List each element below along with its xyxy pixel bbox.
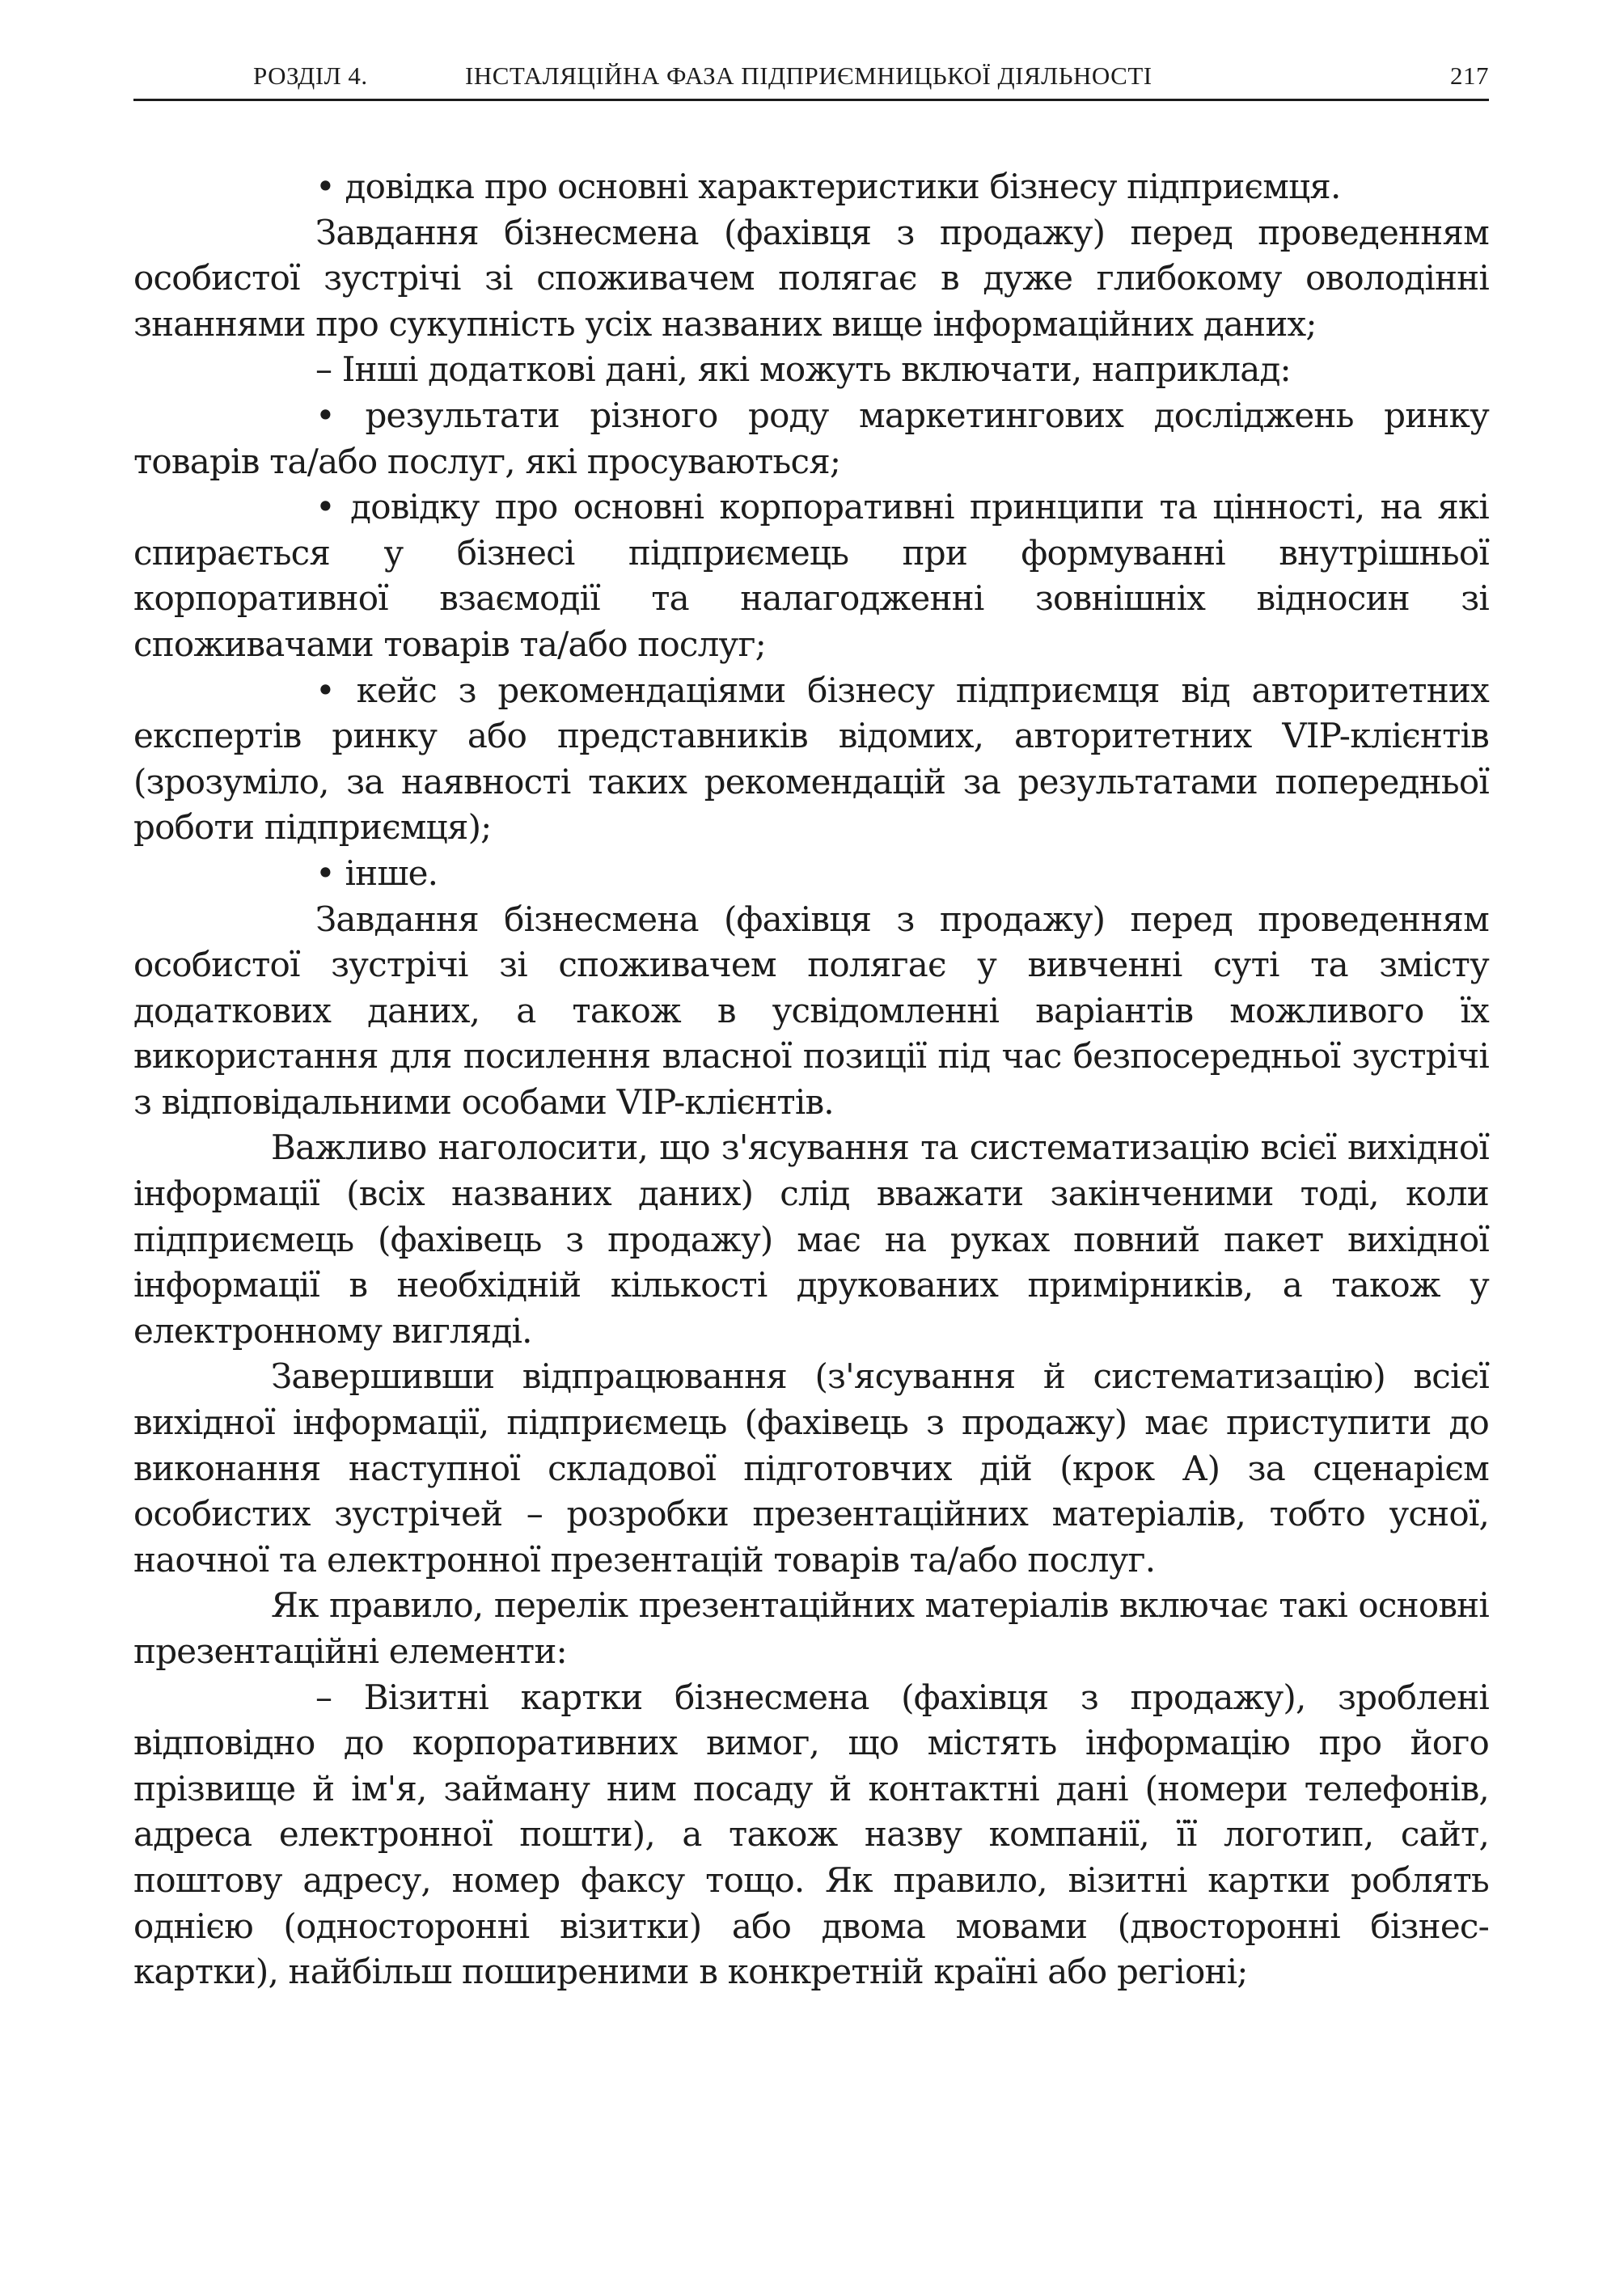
chapter-title: ІНСТАЛЯЦІЙНА ФАЗА ПІДПРИЄМНИЦЬКОЇ ДІЯЛЬНОСТІ [465, 61, 1152, 90]
body-text [133, 164, 1489, 1995]
paragraph: Важливо наголосити, що з'ясування та систематизацію всієї вихідної інформації (всіх названих даних) слід вважати закінченими тоді, коли підприємець (фахівець з продажу) має на руках повний пакет вихідної інформації в необхідній кількості друкованих примірників, а також у електронному вигляді. [133, 1127, 1489, 1351]
paragraph: Як правило, перелік презентаційних матеріалів включає такі основні презентаційні елементи: [133, 1585, 1489, 1671]
running-head [133, 58, 1489, 101]
chapter-label: РОЗДІЛ 4. [253, 61, 368, 90]
paragraph: • кейс з рекомендаціями бізнесу підприємця від авторитетних експертів ринку або представників відомих, авторитетних VIP-клієнтів (зрозуміло, за наявності таких рекомендацій за результатами попередньої роботи підприємця); [133, 670, 1489, 848]
paragraph: – Візитні картки бізнесмена (фахівця з продажу), зроблені відповідно до корпоративних вимог, що містять інформацію про його прізвище й ім'я, займану ним посаду й контактні дані (номери телефонів, адреса електронної пошти), а також назву компанії, її логотип, сайт, поштову адресу, номер факсу тощо. Як правило, візитні картки роблять однією (односторонні візитки) або двома мовами (двосторонні бізнес-картки), найбільш поширеними в конкретній країні або регіоні; [133, 1677, 1489, 1992]
page-number: 217 [1450, 61, 1489, 90]
paragraph: Завдання бізнесмена (фахівця з продажу) перед проведенням особистої зустрічі зі споживачем полягає у вивченні суті та змісту додаткових даних, а також в усвідомленні варіантів можливого їх використання для посилення власної позиції під час безпосередньої зустрічі з відповідальними особами VIP-клієнтів. [133, 899, 1489, 1122]
paragraph: Завершивши відпрацювання (з'ясування й систематизацію) всієї вихідної інформації, підприємець (фахівець з продажу) має приступити до виконання наступної складової підготовчих дій (крок А) за сценарієм особистих зустрічей – розробки презентаційних матеріалів, тобто усної, наочної та електронної презентацій товарів та/або послуг. [133, 1356, 1489, 1580]
paragraph: • довідку про основні корпоративні принципи та цінності, на які спирається у бізнесі підприємець при формуванні внутрішньої корпоративної взаємодії та налагодженні зовнішніх відносин зі споживачами товарів та/або послуг; [133, 487, 1489, 664]
paragraph: Завдання бізнесмена (фахівця з продажу) перед проведенням особистої зустрічі зі споживачем полягає в дуже глибокому оволодінні знаннями про сукупність усіх названих вище інформаційних даних; [133, 212, 1489, 344]
paragraph: • інше. [315, 852, 438, 893]
paragraph: – Інші додаткові дані, які можуть включати, наприклад: [315, 349, 1291, 390]
paragraph: • довідка про основні характеристики бізнесу підприємця. [315, 167, 1341, 206]
paragraph: • результати різного роду маркетингових досліджень ринку товарів та/або послуг, які просуваються; [133, 395, 1489, 481]
